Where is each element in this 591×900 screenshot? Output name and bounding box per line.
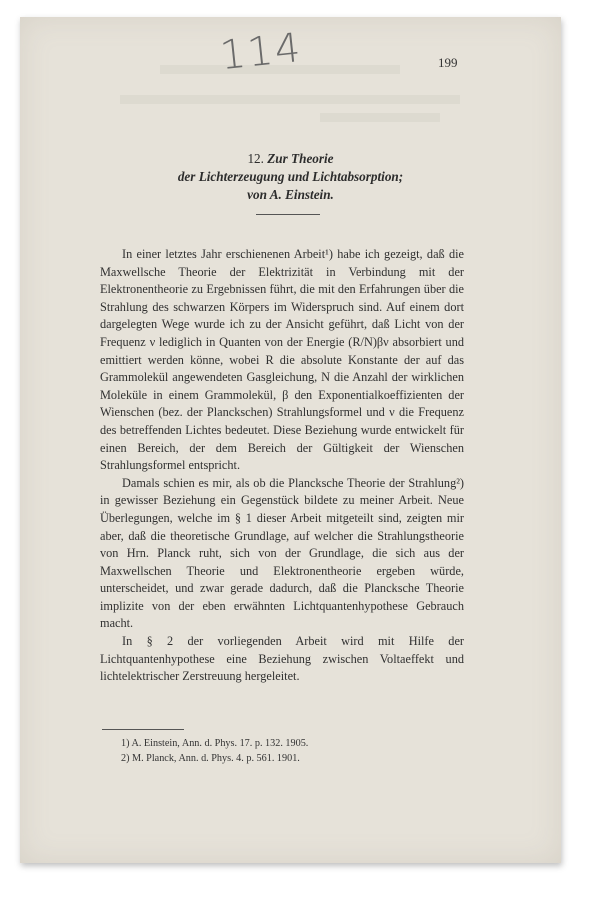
title-divider: [256, 214, 320, 215]
page-number: 199: [438, 55, 458, 70]
bleed-through: [120, 95, 460, 104]
paragraph-1: In einer letztes Jahr erschienenen Arbeit¹) habe ich gezeigt, daß die Maxwellsche Theorie der Elektrizität in Verbindung mit der Elektronentheorie zu Ergebnissen führt, die mit den Erfahrungen über die Strahlung des schwarzen Körpers im Widerspruch sind. Auf einem dort dargelegten Wege wurde ich zu der Ansicht geführt, daß Licht von der Frequenz ν lediglich in Quanten von der Energie (R/N)βν absorbiert und emittiert werden könne, wobei R die absolute Konstante der auf das Grammolekül angewendeten Gasgleichung, N die Anzahl der wirklichen Moleküle in einem Grammolekül, β den Exponentialkoeffizienten der Wienschen (bez. der Planckschen) Strahlungsformel und ν die Frequenz des betreffenden Lichtes bedeutet. Diese Beziehung wurde entwickelt für einen Bereich, der dem Bereich der Gültigkeit der Wienschen Strahlungsformel entspricht.: [100, 247, 464, 473]
bleed-through: [320, 113, 440, 122]
footnote-2: 2) M. Planck, Ann. d. Phys. 4. p. 561. 1901.: [121, 752, 300, 764]
footnote-1: 1) A. Einstein, Ann. d. Phys. 17. p. 132. 1905.: [121, 738, 309, 749]
paragraph-2: Damals schien es mir, als ob die Plancksche Theorie der Strahlung²) in gewisser Beziehung ein Gegenstück bildete zu meiner Arbeit. Neue Überlegungen, welche im § 1 dieser Arbeit mitgeteilt sind, zeigten mir aber, daß die theoretische Grundlage, auf welcher die Strahlungstheorie von Hrn. Planck ruht, sich von der Grundlage, die sich aus der Maxwellschen Theorie und Elektronentheorie ergeben würde, unterscheidet, und zwar gerade dadurch, daß die Plancksche Theorie implizite von der eben erwähnten Lichtquantenhypothese Gebrauch macht.: [100, 475, 464, 631]
paragraph-3: In § 2 der vorliegenden Arbeit wird mit Hilfe der Lichtquantenhypothese eine Beziehung zwischen Voltaeffekt und lichtelektrischer Zerstreuung hergeleitet.: [100, 634, 464, 684]
handwritten-note: 114: [217, 24, 305, 80]
title-line-2: der Lichterzeugung und Lichtabsorption;: [177, 169, 404, 184]
article-number: 12.: [247, 151, 264, 166]
title-line-1: Zur Theorie: [267, 151, 334, 166]
article-body: [100, 246, 464, 686]
footnotes: [121, 737, 441, 766]
title-line-3: von A. Einstein.: [247, 187, 334, 202]
paper-page: [20, 17, 561, 863]
article-title: [20, 150, 561, 204]
footnote-divider: [102, 729, 184, 730]
